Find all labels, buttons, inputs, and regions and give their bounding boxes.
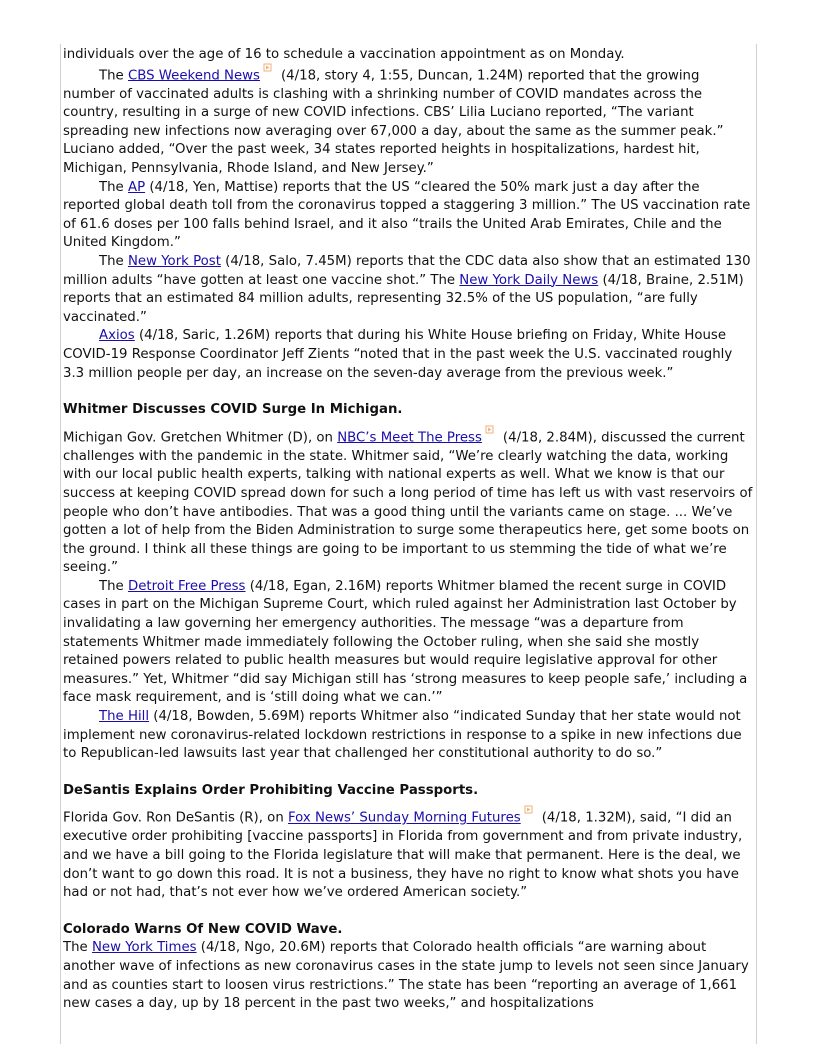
link-detroit-free-press[interactable]: Detroit Free Press: [127, 578, 246, 594]
link-fox-news-sunday-morning-futures[interactable]: Fox News’ Sunday Morning Futures: [287, 810, 521, 826]
paragraph-ap: [63, 179, 755, 253]
text: (4/18, Yen, Mattise) reports that the US “cleared the 50% mark just a day after the reported global death toll from the coronavirus topped a staggering 3 million.” The US vaccination rate of 61.6 doses per 100 falls behind Israel, and it also “trails the United Arab Emirates, Chile and the United Kingdom.”: [63, 179, 751, 251]
text: (4/18, Egan, 2.16M) reports Whitmer blamed the recent surge in COVID cases in part on the Michigan Supreme Court, which ruled against her Administration last October by invalidating a law governing her emergency authorities. The message “was a departure from statements Whitmer made immediately following the October ruling, when she said she mostly retained powers related to public health measures but would require legislative approval for other measures.” Yet, Whitmer “did say Michigan still has ‘strong measures to keep people safe,’ including a face mask requirement, and is ‘still doing what we can.’”: [63, 578, 748, 706]
link-nbc-meet-the-press[interactable]: NBC’s Meet The Press: [337, 430, 482, 446]
text: Michigan Gov. Gretchen Whitmer (D), on: [63, 430, 338, 446]
text: (4/18, story 4, 1:55, Duncan, 1.24M) reported that the growing number of vaccinated adults is clashing with a shrinking number of COVID mandates across the country, resulting in a surge of new COVID infections. CBS’ Lilia Luciano reported, “The variant spreading new infections now averaging over 67,000 a day, about the same as the summer peak.” Luciano added, “Over the past week, 34 states reported heights in hospitalizations, hardest hit, Michigan, Pennsylvania, Rhode Island, and New Jersey.”: [63, 68, 724, 176]
article-body: [63, 46, 755, 1014]
text: (4/18, Braine, 2.51M) reports that an estimated 84 million adults, representing 32.5% of the US population, “are fully vaccinated.”: [63, 272, 744, 325]
paragraph-ny-post: [63, 253, 755, 327]
paragraph-cbs: [63, 65, 755, 179]
text: (4/18, Bowden, 5.69M) reports Whitmer also “indicated Sunday that her state would not implement new coronavirus-related lockdown restrictions in response to a spike in new infections due to Republican-led lawsuits last year that challenged her constitutional authority to do so.”: [63, 709, 742, 762]
text: The: [99, 68, 128, 84]
continued-paragraph: individuals over the age of 16 to schedule a vaccination appointment as on Monday.: [63, 47, 625, 62]
text: (4/18, Ngo, 20.6M) reports that Colorado health officials “are warning about another wave of infections as new coronavirus cases in the state jump to levels not seen since January and as counties start to loosen virus restrictions.” The state has been “reporting an average of 1,661 new cases a day, up by 18 percent in the past two weeks,” and hospitalizations: [63, 940, 749, 1012]
link-axios[interactable]: Axios: [99, 328, 135, 344]
section-gap: [63, 764, 755, 782]
heading-desantis: DeSantis Explains Order Prohibiting Vaccine Passports.: [63, 782, 479, 798]
link-new-york-times[interactable]: New York Times: [91, 940, 197, 956]
paragraph-the-hill: [63, 708, 755, 764]
page-margin-rule-left: [60, 44, 61, 1044]
paragraph-detroit-free-press: [63, 578, 755, 708]
paragraph-meet-the-press: [63, 427, 755, 578]
section-gap: [63, 383, 755, 401]
text: The: [99, 578, 128, 594]
link-new-york-post[interactable]: New York Post: [127, 253, 221, 269]
text: (4/18, Saric, 1.26M) reports that during his White House briefing on Friday, White House COVID-19 Response Coordinator Jeff Zients “noted that in the past week the U.S. vaccinated roughly 3.3 million people per day, an increase on the seven-day average from the previous week.”: [63, 328, 733, 381]
paragraph-fox-news: [63, 807, 755, 902]
video-clip-icon[interactable]: [485, 425, 494, 434]
text: The: [99, 253, 128, 269]
paragraph-axios: [63, 327, 755, 383]
video-clip-icon[interactable]: [524, 805, 533, 814]
link-the-hill[interactable]: The Hill: [99, 709, 150, 725]
paragraph-new-york-times: [63, 939, 755, 1013]
text: The: [99, 179, 128, 195]
link-cbs-weekend-news[interactable]: CBS Weekend News: [127, 68, 260, 84]
text: (4/18, 2.84M), discussed the current challenges with the pandemic in the state. Whitmer said, “We’re clearly watching the data, working with our local public health experts, talking with national experts as well. What we know is that our success at keeping COVID spread down for such a long period of time has left us with vast reservoirs of people who don’t have antibodies. That was a good thing until the variants came on stage. ... We’ve gotten a lot of help from the Biden Administration to surge some therapeutics here, get some boots on the ground. I think all these things are going to be important to us stemming the tide of what we’re seeing.”: [63, 430, 753, 576]
text: The: [63, 940, 92, 956]
video-clip-icon[interactable]: [263, 63, 272, 72]
page-margin-rule-right: [756, 44, 757, 1044]
heading-colorado: Colorado Warns Of New COVID Wave.: [63, 921, 343, 937]
heading-whitmer: Whitmer Discusses COVID Surge In Michigan.: [63, 402, 403, 418]
section-gap: [63, 903, 755, 921]
text: (4/18, 1.32M), said, “I did an executive order prohibiting [vaccine passports] in Florida from government and from private industry, and we have a bill going to the Florida legislature that will make that permanent. Here is the deal, we don’t want to go down this road. It is not a business, they have no right to know what shots you have had or not had, that’s not ever how we’ve ordered American society.”: [63, 810, 743, 901]
link-ap[interactable]: AP: [127, 179, 146, 195]
text: Florida Gov. Ron DeSantis (R), on: [63, 810, 288, 826]
text: (4/18, Salo, 7.45M) reports that the CDC data also show that an estimated 130 million adults “have gotten at least one vaccine shot.” The: [63, 253, 751, 288]
link-new-york-daily-news[interactable]: New York Daily News: [459, 272, 599, 288]
